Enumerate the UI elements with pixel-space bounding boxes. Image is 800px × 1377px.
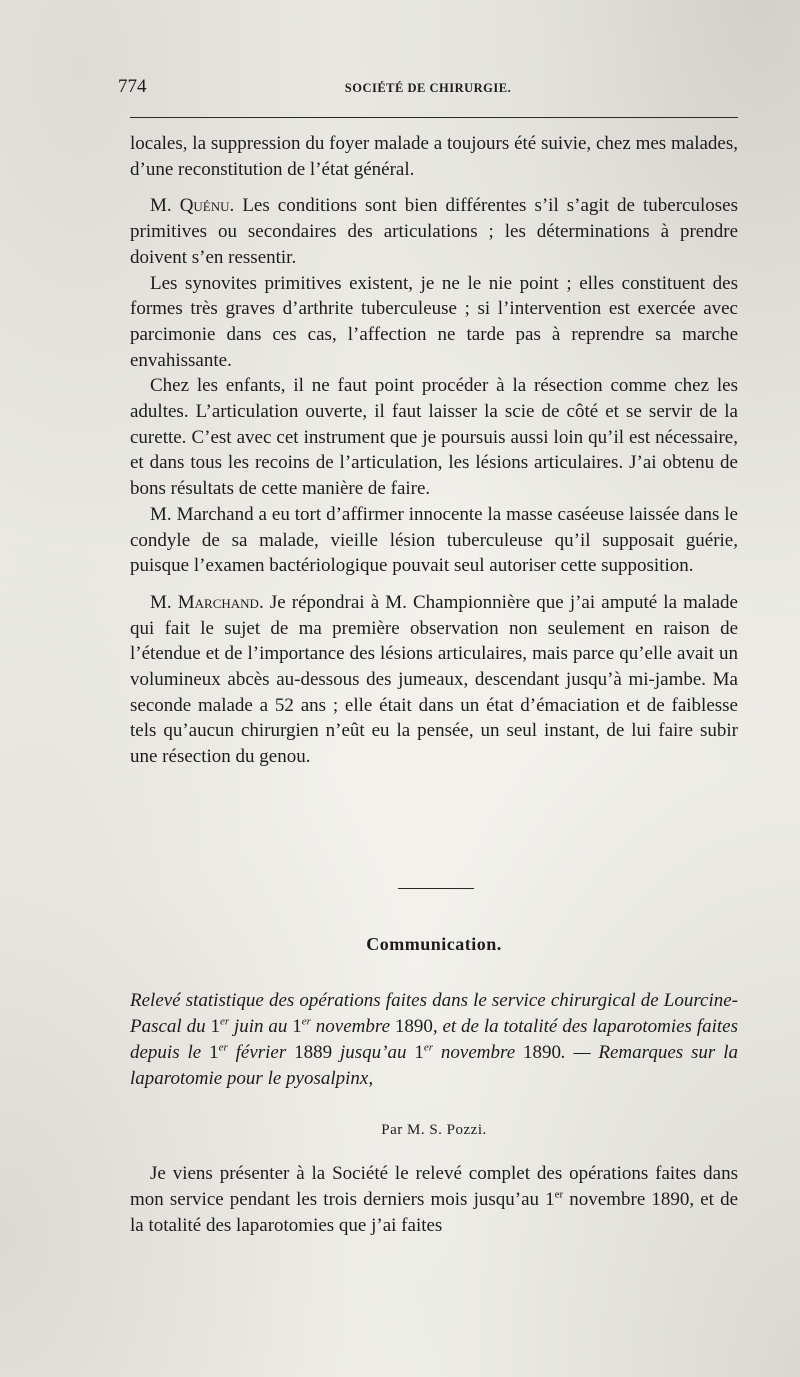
- paragraph-marchand-reply: [130, 590, 738, 770]
- body-text: [130, 131, 738, 770]
- paragraph-continuation: locales, la suppression du foyer malade a toujours été suivie, chez mes malades, d’une reconstitution de l’état général.: [130, 133, 738, 180]
- speaker-name: M. Quénu.: [150, 195, 235, 217]
- paragraph-synovites: Les synovites primitives existent, je ne le nie point ; elles constituent des formes très graves d’arthrite tuberculeuse ; si l’intervention est exercée avec parcimonie dans ces cas, l’affection ne tarde pas à reprendre sa marche envahissante.: [130, 272, 738, 371]
- section-divider: [398, 888, 474, 889]
- header-rule: [130, 117, 738, 118]
- communication-title: Relevé statistique des opérations faites dans le service chirurgical de Lourcine-Pascal du 1er juin au 1er novembre 1890, et de la totalité des laparotomies faites depuis le 1er février 1889 jusqu’au 1er novembre 1890. — Remarques sur la laparotomie pour le pyosalpinx,: [130, 990, 738, 1089]
- page-header: [118, 76, 738, 102]
- author-line: Par M. S. Pozzi.: [381, 1122, 487, 1138]
- communication-intro: Je viens présenter à la Société le relevé complet des opérations faites dans mon service pendant les trois derniers mois jusqu’au 1er novembre 1890, et de la totalité des laparotomies que j’ai faites: [130, 1163, 739, 1236]
- page-number: 774: [118, 76, 147, 97]
- paragraph-enfants: Chez les enfants, il ne faut point procéder à la résection comme chez les adultes. L’articulation ouverte, il faut laisser la scie de côté et se servir de la curette. C’est avec cet instrument que je poursuis aussi loin qu’il est nécessaire, et dans tous les recoins de l’articulation, les lésions articulaires. J’ai obtenu de bons résultats de cette manière de faire.: [130, 375, 738, 500]
- paragraph-text: Je répondrai à M. Championnière que j’ai amputé la malade qui fait le sujet de ma première observation non seulement en raison de l’étendue et de l’importance des lésions articulaires, mais parce qu’elle avait un volumineux abcès au-dessous des jumeaux, descendant jusqu’à mi-jambe. Ma seconde malade a 52 ans ; elle était dans un état d’émaciation et de faiblesse tels qu’aucun chirurgien n’eût eu la pensée, un seul instant, de lui faire subir une résection du genou.: [130, 591, 738, 768]
- paragraph-quenu: [130, 193, 738, 270]
- running-title: SOCIÉTÉ DE CHIRURGIE.: [344, 81, 512, 95]
- section-title: Communication.: [366, 934, 502, 954]
- speaker-name: M. Marchand.: [150, 591, 264, 613]
- paragraph-marchand-critique: M. Marchand a eu tort d’affirmer innocente la masse caséeuse laissée dans le condyle de sa malade, vieille lésion tuberculeuse qu’il supposait guérie, puisque l’examen bactériologique pouvait seul autoriser cette supposition.: [130, 503, 738, 577]
- paragraph-text: Les conditions sont bien différentes s’il s’agit de tuberculoses primitives ou secondaires des articulations ; les déterminations à prendre doivent s’en ressentir.: [130, 195, 738, 268]
